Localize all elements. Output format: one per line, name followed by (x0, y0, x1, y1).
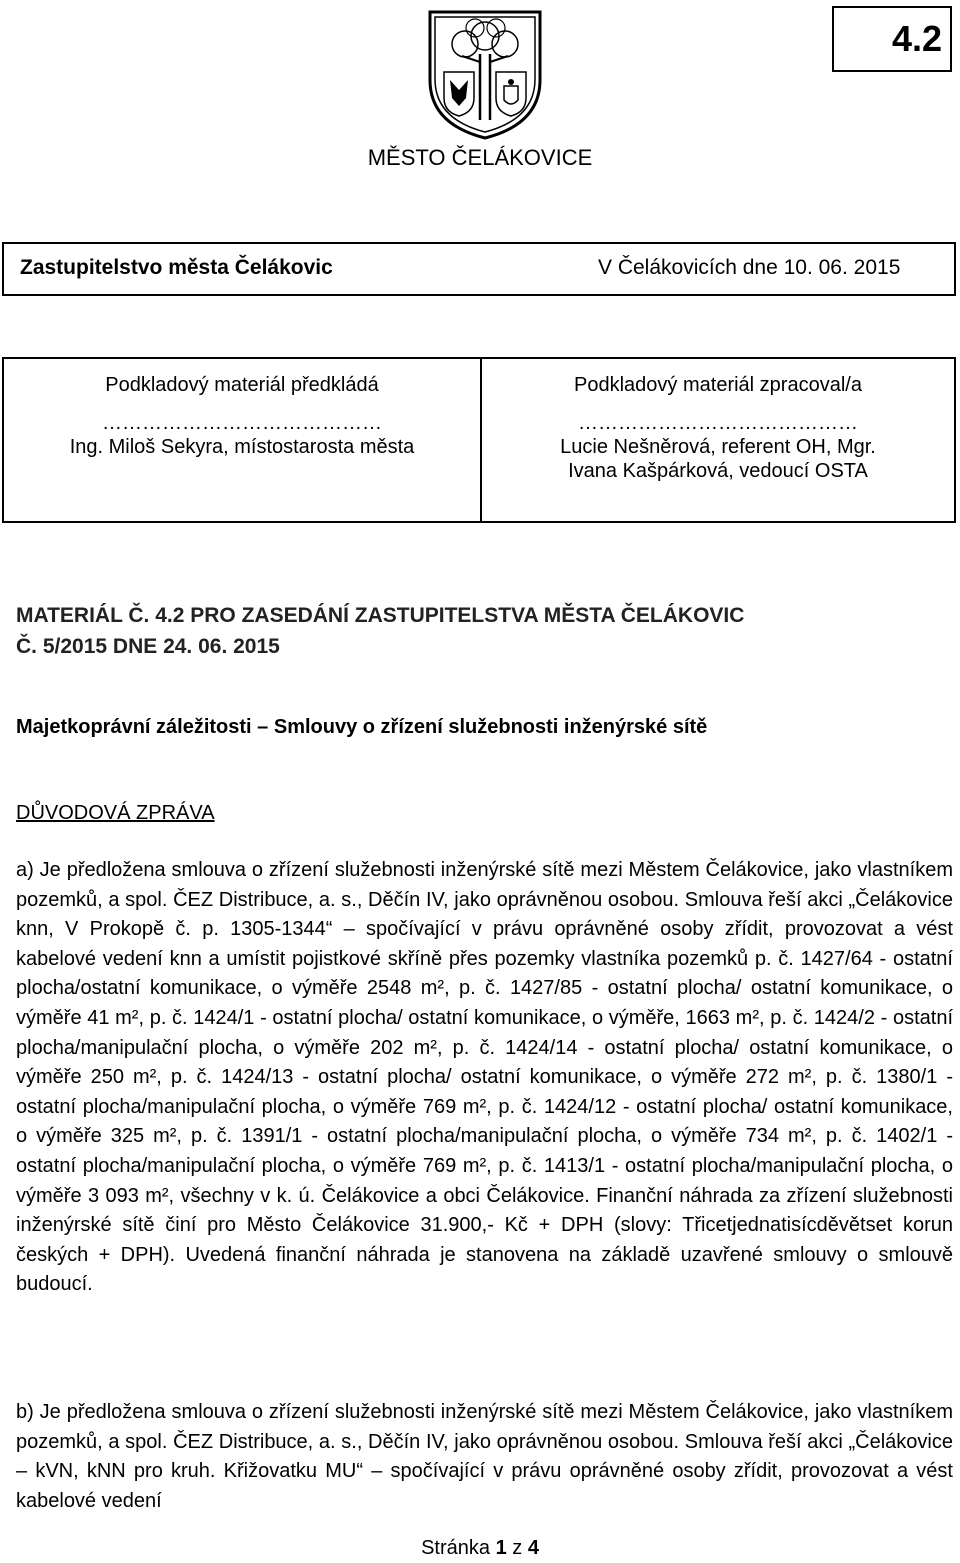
preparer-column (482, 359, 954, 483)
preparer-name-line-2: Ivana Kašpárková, vedoucí OSTA (568, 460, 868, 482)
submitter-name: Ing. Miloš Sekyra, místostarosta města (69, 436, 415, 458)
page-current: 1 (495, 1537, 507, 1559)
page-separator: z (512, 1537, 523, 1559)
city-name: MĚSTO ČELÁKOVICE (367, 145, 593, 170)
page-label: Stránka (421, 1537, 490, 1559)
material-number-badge: 4.2 (832, 6, 952, 72)
paragraph-b: b) Je předložena smlouva o zřízení služebnosti inženýrské sítě mezi Městem Čelákovice, jako vlastníkem pozemků, a spol. ČEZ Distribuce, a. s., Děčín IV, jako oprávněnou osobou. Smlouva řeší akci „Čelákovice – kVN, kNN pro kruh. Křižovatku MU“ – spočívající v právu oprávněné osoby zřídit, provozovat a vést kabelové vedení (16, 1401, 953, 1512)
submitters-table (2, 357, 956, 523)
material-title-line-1: MATERIÁL Č. 4.2 PRO ZASEDÁNÍ ZASTUPITELSTVA MĚSTA ČELÁKOVIC (16, 604, 745, 627)
council-name: Zastupitelstvo města Čelákovic (20, 256, 333, 279)
city-coat-of-arms (420, 2, 550, 140)
signature-line: …………………………………… (578, 412, 858, 434)
submitter-heading: Podkladový materiál předkládá (105, 374, 379, 396)
document-date: V Čelákovicích dne 10. 06. 2015 (598, 256, 901, 279)
material-title-line-2: Č. 5/2015 DNE 24. 06. 2015 (16, 635, 280, 658)
preparer-heading: Podkladový materiál zpracoval/a (574, 374, 862, 396)
submitter-column (4, 359, 480, 459)
document-header-box (2, 242, 956, 296)
page-total: 4 (527, 1537, 539, 1559)
page-footer (0, 1537, 960, 1560)
subject-line: Majetkoprávní záležitosti – Smlouvy o zřízení služebnosti inženýrské sítě (16, 716, 708, 738)
preparer-name-line-1: Lucie Nešněrová, referent OH, Mgr. (560, 436, 876, 458)
material-title (16, 600, 946, 662)
signature-line: …………………………………… (102, 412, 382, 434)
report-heading: DŮVODOVÁ ZPRÁVA (16, 802, 215, 824)
paragraph-a: a) Je předložena smlouva o zřízení služebnosti inženýrské sítě mezi Městem Čelákovice, jako vlastníkem pozemků, a spol. ČEZ Distribuce, a. s., Děčín IV, jako oprávněnou osobou. Smlouva řeší akci „Čelákovice knn, V Prokopě č. p. 1305-1344“ – spočívající v právu oprávněné osoby zřídit, provozovat a vést kabelové vedení knn a umístit pojistkové skříně přes pozemky vlastníka pozemků p. č. 1427/64 - ostatní plocha/ostatní komunikace, o výměře 2548 m², p. č. 1427/85 - ostatní plocha/ ostatní komunikace, o výměře 41 m², p. č. 1424/1 - ostatní plocha/ ostatní komunikace, o výměře, 1663 m², p. č. 1424/2 - ostatní plocha/manipulační plocha, o výměře 202 m², p. č. 1424/14 - ostatní plocha/ ostatní komunikace, o výměře 250 m², p. č. 1424/13 - ostatní plocha/ ostatní komunikace, o výměře 272 m², p. č. 1380/1 - ostatní plocha/manipulační plocha, o výměře 769 m², p. č. 1424/12 - ostatní plocha/ ostatní komunikace, o výměře 325 m², p. č. 1391/1 - ostatní plocha/manipulační plocha, o výměře 734 m², p. č. 1402/1 - ostatní plocha/manipulační plocha, o výměře 769 m², p. č. 1413/1 - ostatní plocha/manipulační plocha, o výměře 3 093 m², všechny v k. ú. Čelákovice a obci Čelákovice. Finanční náhrada za zřízení služebnosti inženýrské sítě činí pro Město Čelákovice 31.900,- Kč + DPH (slovy: Třicetjednatisícděvětset korun českých + DPH). Uvedená finanční náhrada je stanovena na základě uzavřené smlouvy o smlouvě budoucí. (16, 859, 953, 1296)
